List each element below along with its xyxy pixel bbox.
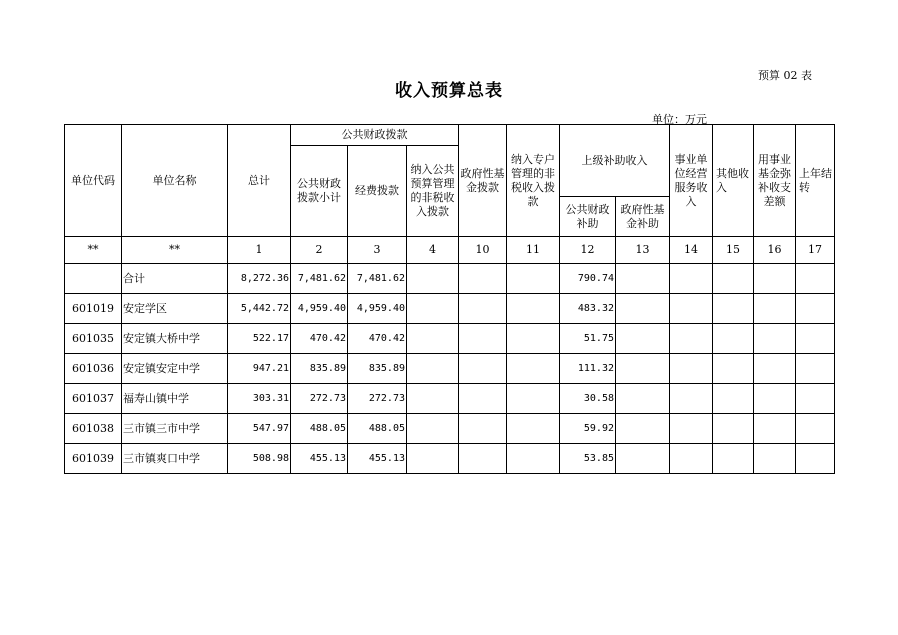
- cell-nontax-into-budget: [407, 354, 459, 384]
- cell-code: 601037: [65, 384, 122, 414]
- cell-other-income: [713, 414, 754, 444]
- cell-name: 三市镇爽口中学: [122, 444, 228, 474]
- cell-code: 601019: [65, 294, 122, 324]
- cell-gov-fund: [459, 294, 507, 324]
- cell-nontax-into-budget: [407, 384, 459, 414]
- cell-gov-fund: [459, 444, 507, 474]
- table-body: [65, 264, 835, 474]
- cell-total: 8,272.36: [228, 264, 291, 294]
- cell-superior-gov-fund: [616, 294, 670, 324]
- header-carryover: 上年结转: [796, 125, 835, 237]
- cell-public-fiscal-subtotal: 470.42: [291, 324, 348, 354]
- cell-public-fiscal-subtotal: 4,959.40: [291, 294, 348, 324]
- cell-gov-fund: [459, 264, 507, 294]
- header-name: 单位名称: [122, 125, 228, 237]
- table-header: [65, 125, 835, 264]
- cell-special-nontax: [507, 354, 560, 384]
- header-superior-subsidy-group: 上级补助收入: [560, 125, 670, 197]
- column-number-row: [65, 237, 835, 264]
- cell-total: 303.31: [228, 384, 291, 414]
- cell-gov-fund: [459, 324, 507, 354]
- cell-superior-public-fiscal: 30.58: [560, 384, 616, 414]
- cell-carryover: [796, 354, 835, 384]
- cell-business-operating: [670, 294, 713, 324]
- cell-business-operating: [670, 414, 713, 444]
- header-special-nontax: 纳入专户管理的非税收入拨款: [507, 125, 560, 237]
- table-row: [65, 264, 835, 294]
- cell-gov-fund: [459, 384, 507, 414]
- cell-special-nontax: [507, 264, 560, 294]
- cell-fund-balance: [754, 324, 796, 354]
- column-number: 1: [228, 237, 291, 264]
- cell-superior-public-fiscal: 111.32: [560, 354, 616, 384]
- cell-operating-funds: 7,481.62: [348, 264, 407, 294]
- column-number: 12: [560, 237, 616, 264]
- column-number: 3: [348, 237, 407, 264]
- cell-gov-fund: [459, 354, 507, 384]
- cell-code: [65, 264, 122, 294]
- cell-superior-public-fiscal: 51.75: [560, 324, 616, 354]
- cell-total: 508.98: [228, 444, 291, 474]
- cell-gov-fund: [459, 414, 507, 444]
- cell-public-fiscal-subtotal: 455.13: [291, 444, 348, 474]
- cell-other-income: [713, 354, 754, 384]
- cell-other-income: [713, 324, 754, 354]
- cell-fund-balance: [754, 354, 796, 384]
- column-number: 10: [459, 237, 507, 264]
- unit-label: 单位：万元: [652, 113, 707, 126]
- cell-special-nontax: [507, 294, 560, 324]
- cell-carryover: [796, 384, 835, 414]
- column-number: 11: [507, 237, 560, 264]
- cell-carryover: [796, 294, 835, 324]
- header-gov-fund: 政府性基金拨款: [459, 125, 507, 237]
- cell-other-income: [713, 384, 754, 414]
- cell-operating-funds: 470.42: [348, 324, 407, 354]
- cell-superior-public-fiscal: 790.74: [560, 264, 616, 294]
- cell-superior-gov-fund: [616, 414, 670, 444]
- table-row: [65, 444, 835, 474]
- cell-other-income: [713, 264, 754, 294]
- cell-fund-balance: [754, 414, 796, 444]
- cell-superior-gov-fund: [616, 354, 670, 384]
- cell-fund-balance: [754, 264, 796, 294]
- cell-public-fiscal-subtotal: 272.73: [291, 384, 348, 414]
- cell-nontax-into-budget: [407, 324, 459, 354]
- column-number: 14: [670, 237, 713, 264]
- table-row: [65, 324, 835, 354]
- cell-operating-funds: 455.13: [348, 444, 407, 474]
- header-code: 单位代码: [65, 125, 122, 237]
- cell-name: 安定学区: [122, 294, 228, 324]
- cell-superior-public-fiscal: 59.92: [560, 414, 616, 444]
- cell-operating-funds: 835.89: [348, 354, 407, 384]
- cell-superior-public-fiscal: 483.32: [560, 294, 616, 324]
- cell-operating-funds: 488.05: [348, 414, 407, 444]
- cell-public-fiscal-subtotal: 835.89: [291, 354, 348, 384]
- cell-total: 547.97: [228, 414, 291, 444]
- cell-name: 三市镇三市中学: [122, 414, 228, 444]
- page-title: 收入预算总表: [395, 81, 503, 101]
- cell-name: 安定镇大桥中学: [122, 324, 228, 354]
- cell-superior-gov-fund: [616, 384, 670, 414]
- cell-nontax-into-budget: [407, 444, 459, 474]
- header-business-operating: 事业单位经营服务收入: [670, 125, 713, 237]
- cell-superior-gov-fund: [616, 324, 670, 354]
- cell-other-income: [713, 294, 754, 324]
- cell-special-nontax: [507, 414, 560, 444]
- cell-total: 5,442.72: [228, 294, 291, 324]
- cell-fund-balance: [754, 444, 796, 474]
- cell-fund-balance: [754, 294, 796, 324]
- cell-carryover: [796, 444, 835, 474]
- cell-name: 安定镇安定中学: [122, 354, 228, 384]
- cell-carryover: [796, 264, 835, 294]
- header-fund-balance: 用事业基金弥补收支差额: [754, 125, 796, 237]
- header-superior-public-fiscal: 公共财政补助: [560, 197, 616, 237]
- table-row: [65, 354, 835, 384]
- header-public-fiscal-group: 公共财政拨款: [291, 125, 459, 146]
- cell-public-fiscal-subtotal: 7,481.62: [291, 264, 348, 294]
- cell-superior-gov-fund: [616, 264, 670, 294]
- cell-carryover: [796, 414, 835, 444]
- header-operating-funds: 经费拨款: [348, 146, 407, 237]
- cell-business-operating: [670, 444, 713, 474]
- header-superior-gov-fund: 政府性基金补助: [616, 197, 670, 237]
- cell-business-operating: [670, 354, 713, 384]
- cell-nontax-into-budget: [407, 294, 459, 324]
- column-number: 13: [616, 237, 670, 264]
- cell-public-fiscal-subtotal: 488.05: [291, 414, 348, 444]
- table-row: [65, 294, 835, 324]
- cell-business-operating: [670, 324, 713, 354]
- column-number: 4: [407, 237, 459, 264]
- table-row: [65, 384, 835, 414]
- cell-business-operating: [670, 264, 713, 294]
- header-total: 总计: [228, 125, 291, 237]
- cell-code: 601038: [65, 414, 122, 444]
- cell-special-nontax: [507, 324, 560, 354]
- table-row: [65, 414, 835, 444]
- column-number: **: [65, 237, 122, 264]
- column-number: 17: [796, 237, 835, 264]
- cell-nontax-into-budget: [407, 264, 459, 294]
- income-budget-table: [64, 124, 835, 474]
- cell-operating-funds: 4,959.40: [348, 294, 407, 324]
- cell-superior-gov-fund: [616, 444, 670, 474]
- cell-operating-funds: 272.73: [348, 384, 407, 414]
- column-number: 2: [291, 237, 348, 264]
- form-number: 预算 02 表: [758, 69, 812, 82]
- header-other-income: 其他收入: [713, 125, 754, 237]
- cell-code: 601036: [65, 354, 122, 384]
- column-number: **: [122, 237, 228, 264]
- cell-code: 601035: [65, 324, 122, 354]
- cell-superior-public-fiscal: 53.85: [560, 444, 616, 474]
- cell-other-income: [713, 444, 754, 474]
- column-number: 15: [713, 237, 754, 264]
- header-public-fiscal-subtotal: 公共财政拨款小计: [291, 146, 348, 237]
- cell-name: 福寿山镇中学: [122, 384, 228, 414]
- cell-business-operating: [670, 384, 713, 414]
- cell-fund-balance: [754, 384, 796, 414]
- column-number: 16: [754, 237, 796, 264]
- cell-special-nontax: [507, 444, 560, 474]
- cell-name: 合计: [122, 264, 228, 294]
- cell-carryover: [796, 324, 835, 354]
- cell-special-nontax: [507, 384, 560, 414]
- cell-nontax-into-budget: [407, 414, 459, 444]
- header-nontax-into-budget: 纳入公共预算管理的非税收入拨款: [407, 146, 459, 237]
- cell-code: 601039: [65, 444, 122, 474]
- cell-total: 947.21: [228, 354, 291, 384]
- cell-total: 522.17: [228, 324, 291, 354]
